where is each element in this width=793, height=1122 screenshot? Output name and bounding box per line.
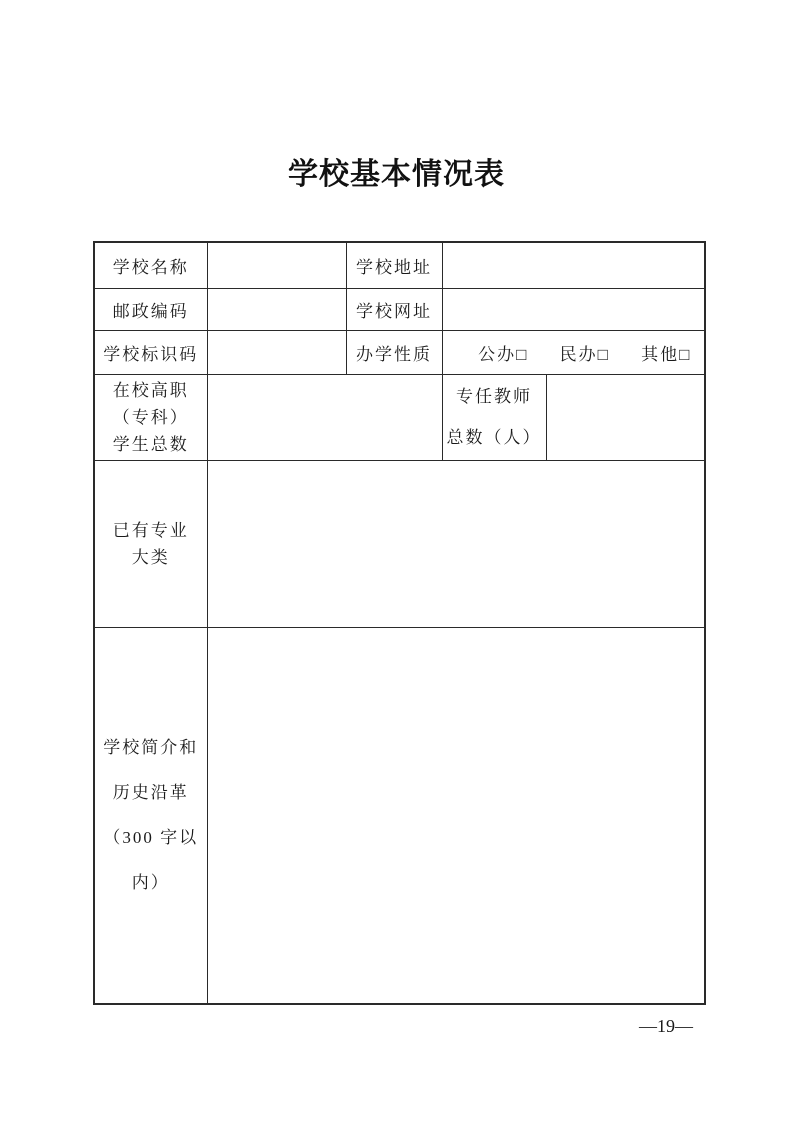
major-categories-label [94,460,207,627]
label-line: 在校高职 [112,380,189,400]
page-number: —19— [639,1016,693,1036]
checkbox-option-public-label: 公办 [478,344,517,364]
label-line: （300 字以 [103,828,199,848]
label-line: 总数（人） [446,428,542,447]
label-line: 大类 [131,547,170,567]
postal-code-label: 邮政编码 [94,288,207,330]
school-id-code-label: 学校标识码 [94,330,207,374]
checkbox-option-private[interactable] [560,345,608,364]
checkbox-icon: □ [679,344,690,364]
label-line: 历史沿革 [112,783,189,803]
table-row [94,330,705,374]
table-row [94,288,705,330]
label-line: 学生总数 [112,434,189,454]
school-basic-info-table [93,241,706,1005]
school-address-label: 学校地址 [346,242,442,288]
school-website-field[interactable] [442,288,705,330]
school-name-field[interactable] [207,242,346,288]
school-type-label: 办学性质 [346,330,442,374]
teachers-total-field[interactable] [546,374,705,460]
major-categories-field[interactable] [207,460,705,627]
table-row [94,460,705,627]
checkbox-icon: □ [597,344,608,364]
label-line: 学校简介和 [103,738,199,758]
students-total-label [94,374,207,460]
students-total-field[interactable] [207,374,442,460]
school-id-code-field[interactable] [207,330,346,374]
school-type-options [442,330,705,374]
school-name-label: 学校名称 [94,242,207,288]
checkbox-icon: □ [516,344,527,364]
postal-code-field[interactable] [207,288,346,330]
table-row [94,374,705,460]
table-row [94,627,705,1004]
teachers-total-label [442,374,546,460]
checkbox-option-other[interactable] [641,345,689,364]
page-title: 学校基本情况表 [288,158,505,191]
label-line: 已有专业 [112,520,189,540]
checkbox-option-other-label: 其他 [641,344,680,364]
checkbox-option-private-label: 民办 [559,344,598,364]
school-intro-field[interactable] [207,627,705,1004]
label-line: 专任教师 [456,387,532,406]
school-address-field[interactable] [442,242,705,288]
school-intro-label [94,627,207,1004]
label-line: 内） [131,873,170,893]
checkbox-option-public[interactable] [478,345,526,364]
label-line: （专科） [112,407,189,427]
table-row [94,242,705,288]
school-website-label: 学校网址 [346,288,442,330]
